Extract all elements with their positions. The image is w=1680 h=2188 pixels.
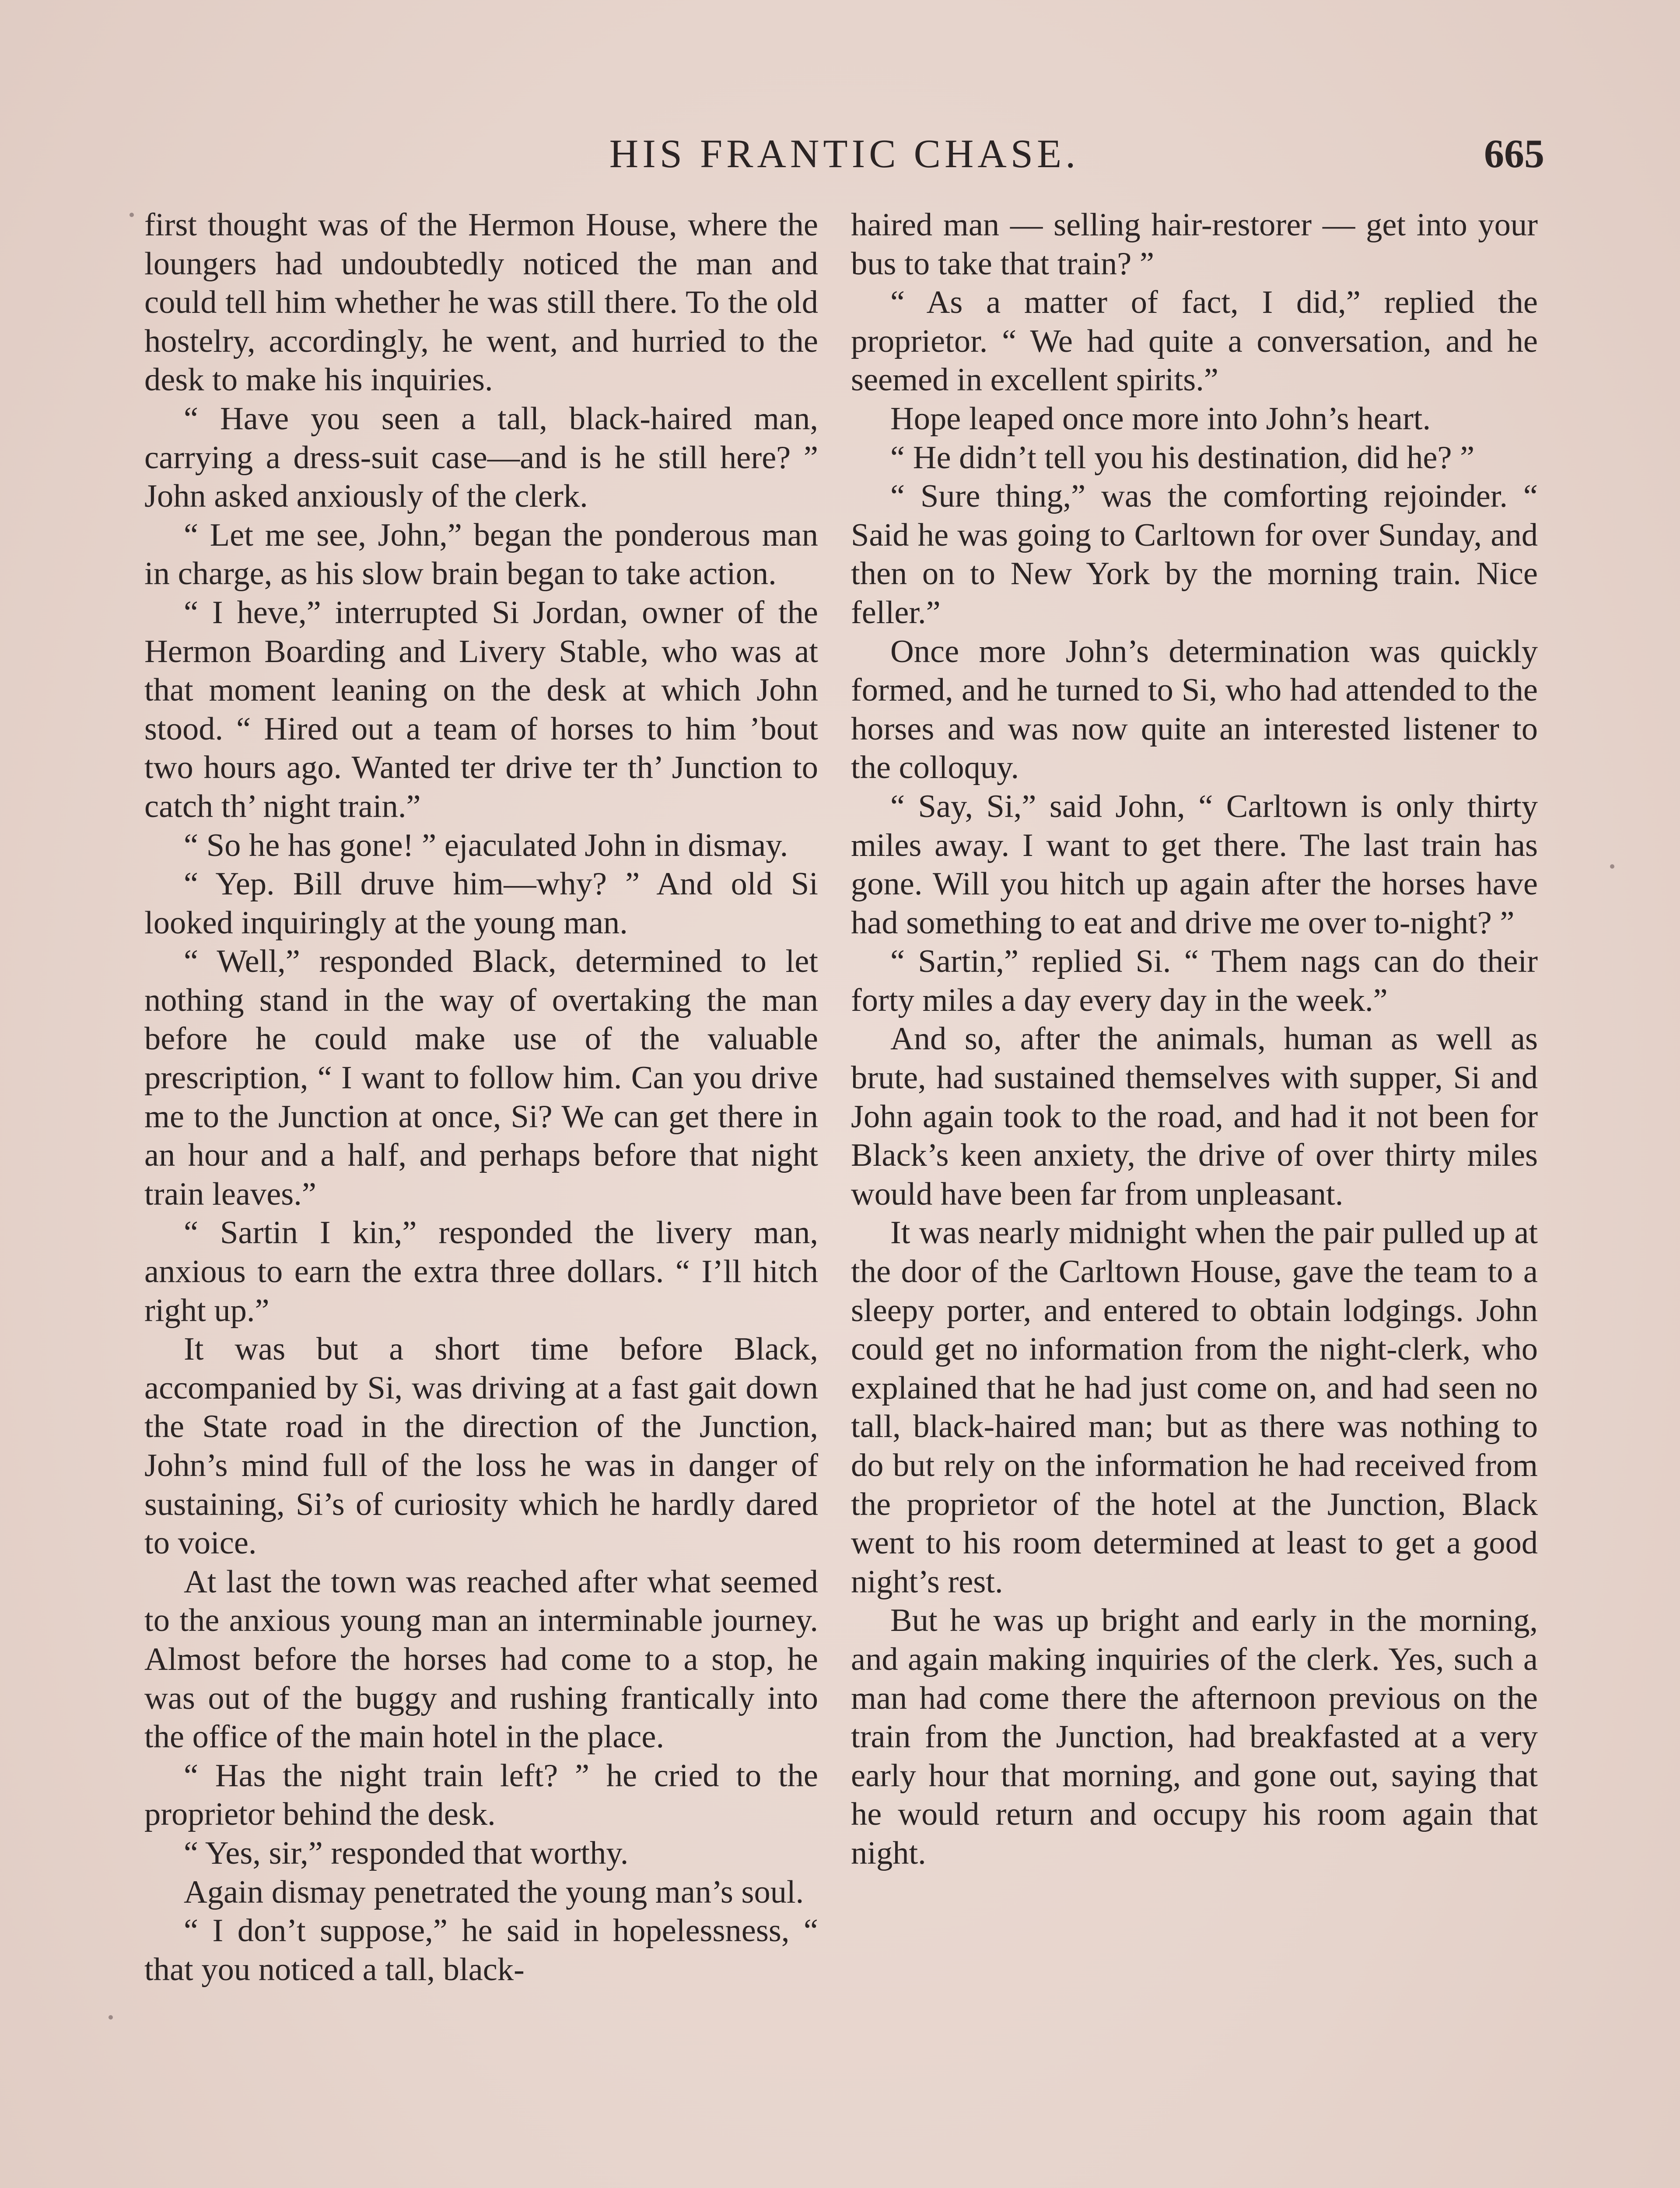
right-column-paragraph: It was nearly midnight when the pair pulled up at the door of the Carltown House, gave the team to a sleepy porter, and entered to obtain lodgings. John could get no information from the night-clerk, who explained that he had just come on, and had seen no tall, black-haired man; but as there was nothing to do but rely on the information he had received from the proprietor of the hotel at the Junction, Black went to his room determined at least to get a good night’s rest. [851,1215,1538,1600]
left-column-paragraph: “ I don’t suppose,” he said in hopelessness, “ that you noticed a tall, black- [144,1913,818,1988]
paper-speck [108,2015,113,2020]
right-column-paragraph: Hope leaped once more into John’s heart. [890,400,1431,437]
right-column-paragraph: Once more John’s determination was quickly formed, and he turned to Si, who had attended to the horses and was now quite an interested listener to the colloquy. [851,633,1538,786]
left-column-paragraph: “ Let me see, John,” began the ponderous man in charge, as his slow brain began to take action. [144,517,818,592]
right-column-paragraph: “ He didn’t tell you his destination, did he? ” [890,439,1475,476]
right-column-paragraph: “ As a matter of fact, I did,” replied the proprietor. “ We had quite a conversation, and he seemed in excellent spirits.” [851,284,1538,398]
right-text-column [851,206,1538,1873]
right-column-paragraph: “ Sartin,” replied Si. “ Them nags can do their forty miles a day every day in the week.” [851,943,1538,1018]
left-column-paragraph: first thought was of the Hermon House, where the loungers had undoubtedly noticed the man and could tell him whether he was still there. To the old hostelry, accordingly, he went, and hurried to the desk to make his inquiries. [144,207,818,398]
left-column-paragraph: “ Yes, sir,” responded that worthy. [184,1835,629,1871]
paper-speck [130,213,134,217]
left-column-paragraph: “ Yep. Bill druve him—why? ” And old Si looked inquiringly at the young man. [144,866,818,941]
right-column-paragraph: “ Sure thing,” was the comforting rejoinder. “ Said he was going to Carltown for over Sunday, and then on to New York by the morning train. Nice feller.” [851,478,1538,631]
left-column-paragraph: “ So he has gone! ” ejaculated John in dismay. [184,827,788,863]
left-column-paragraph: “ I heve,” interrupted Si Jordan, owner of the Hermon Boarding and Livery Stable, who was at that moment leaning on the desk at which John stood. “ Hired out a team of horses to him ’bout two hours ago. Wanted ter drive ter th’ Junction to catch th’ night train.” [144,594,818,824]
running-title: HIS FRANTIC CHASE. [609,131,1080,176]
left-column-paragraph: “ Have you seen a tall, black-haired man, carrying a dress-suit case—and is he still here? ” John asked anxiously of the clerk. [144,400,818,515]
right-column-paragraph: But he was up bright and early in the morning, and again making inquiries of the clerk. Yes, such a man had come there the afternoon previous on the train from the Junction, had breakfasted at a very early hour that morning, and gone out, saying that he would return and occupy his room again that night. [851,1602,1538,1871]
right-column-paragraph: “ Say, Si,” said John, “ Carltown is only thirty miles away. I want to get there. The last train has gone. Will you hitch up again after the horses have had something to eat and drive me over to-night? ” [851,788,1538,941]
left-column-paragraph: “ Sartin I kin,” responded the livery man, anxious to earn the extra three dollars. “ I’ll hitch right up.” [144,1215,818,1329]
paper-speck [1610,864,1614,869]
left-column-paragraph: “ Has the night train left? ” he cried to the proprietor behind the desk. [144,1757,818,1833]
right-column-paragraph: And so, after the animals, human as well as brute, had sustained themselves with supper, Si and John again took to the road, and had it not been for Black’s keen anxiety, the drive of over thirty miles would have been far from unpleasant. [851,1021,1538,1212]
running-header [144,130,1544,178]
right-column-paragraph: haired man — selling hair-restorer — get into your bus to take that train? ” [851,207,1538,282]
left-column-paragraph: Again dismay penetrated the young man’s soul. [184,1874,804,1910]
left-column-paragraph: At last the town was reached after what seemed to the anxious young man an interminable journey. Almost before the horses had come to a stop, he was out of the buggy and rushing frantically into the office of the main hotel in the place. [144,1564,818,1755]
left-text-column [144,206,818,1989]
left-column-paragraph: It was but a short time before Black, accompanied by Si, was driving at a fast gait down the State road in the direction of the Junction, John’s mind full of the loss he was in danger of sustaining, Si’s of curiosity which he hardly dared to voice. [144,1331,818,1561]
page-number: 665 [1484,131,1544,176]
left-column-paragraph: “ Well,” responded Black, determined to let nothing stand in the way of overtaking the man before he could make use of the valuable prescription, “ I want to follow him. Can you drive me to the Junction at once, Si? We can get there in an hour and a half, and perhaps before that night train leaves.” [144,943,818,1212]
